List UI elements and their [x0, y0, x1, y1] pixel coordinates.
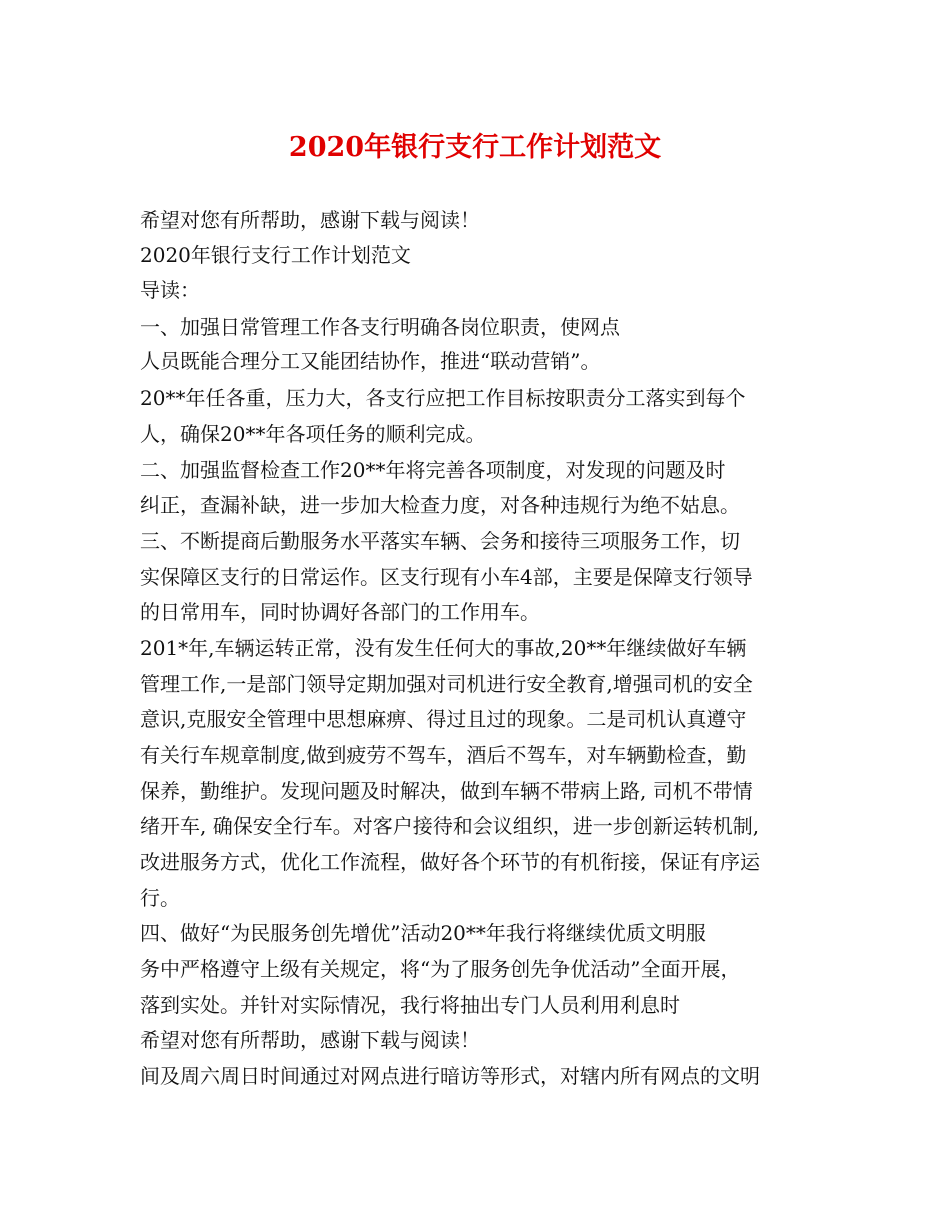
- body-line: 导读：: [140, 278, 200, 302]
- body-line: 二、加强监督检查工作20**年将完善各项制度，对发现的问题及时: [140, 458, 726, 482]
- body-line: 管理工作,一是部门领导定期加强对司机进行安全教育,增强司机的安全: [140, 672, 753, 696]
- body-line: 实保障区支行的日常运作。区支行现有小车4部，主要是保障支行领导: [140, 565, 753, 589]
- body-line: 201*年,车辆运转正常，没有发生任何大的事故,20**年继续做好车辆: [140, 636, 747, 660]
- body-line: 人，确保20**年各项任务的顺利完成。: [140, 422, 486, 446]
- document-title: 2020年银行支行工作计划范文: [288, 132, 662, 163]
- body-line: 一、加强日常管理工作各支行明确各岗位职责，使网点: [140, 315, 620, 339]
- body-line: 的日常用车，同时协调好各部门的工作用车。: [140, 600, 540, 624]
- body-line: 四、做好“为民服务创先增优”活动20**年我行将继续优质文明服: [140, 921, 706, 945]
- body-line: 2020年银行支行工作计划范文: [140, 243, 411, 267]
- body-line: 落到实处。并针对实际情况，我行将抽出专门人员利用利息时: [140, 993, 680, 1017]
- body-line: 纠正，查漏补缺，进一步加大检查力度，对各种违规行为绝不姑息。: [140, 493, 740, 517]
- body-line: 行。: [140, 886, 180, 910]
- body-line: 希望对您有所帮助，感谢下载与阅读！: [140, 1028, 480, 1052]
- body-line: 希望对您有所帮助，感谢下载与阅读！: [140, 208, 480, 232]
- body-line: 务中严格遵守上级有关规定，将“为了服务创先争优活动”全面开展，: [140, 957, 741, 981]
- body-line: 20**年任各重，压力大，各支行应把工作目标按职责分工落实到每个: [140, 386, 746, 410]
- body-line: 绪开车, 确保安全行车。对客户接待和会议组织，进一步创新运转机制,: [140, 814, 760, 838]
- body-line: 意识,克服安全管理中思想麻痹、得过且过的现象。二是司机认真遵守: [140, 707, 747, 731]
- body-line: 保养，勤维护。发现问题及时解决，做到车辆不带病上路, 司机不带情: [140, 779, 753, 803]
- body-line: 人员既能合理分工又能团结协作，推进“联动营销”。: [140, 349, 601, 373]
- body-line: 有关行车规章制度,做到疲劳不驾车，酒后不驾车，对车辆勤检查，勤: [140, 743, 747, 767]
- body-line: 间及周六周日时间通过对网点进行暗访等形式，对辖内所有网点的文明: [140, 1064, 760, 1088]
- body-line: 改进服务方式，优化工作流程，做好各个环节的有机衔接，保证有序运: [140, 850, 760, 874]
- body-line: 三、不断提商后勤服务水平落实车辆、会务和接待三项服务工作，切: [140, 529, 740, 553]
